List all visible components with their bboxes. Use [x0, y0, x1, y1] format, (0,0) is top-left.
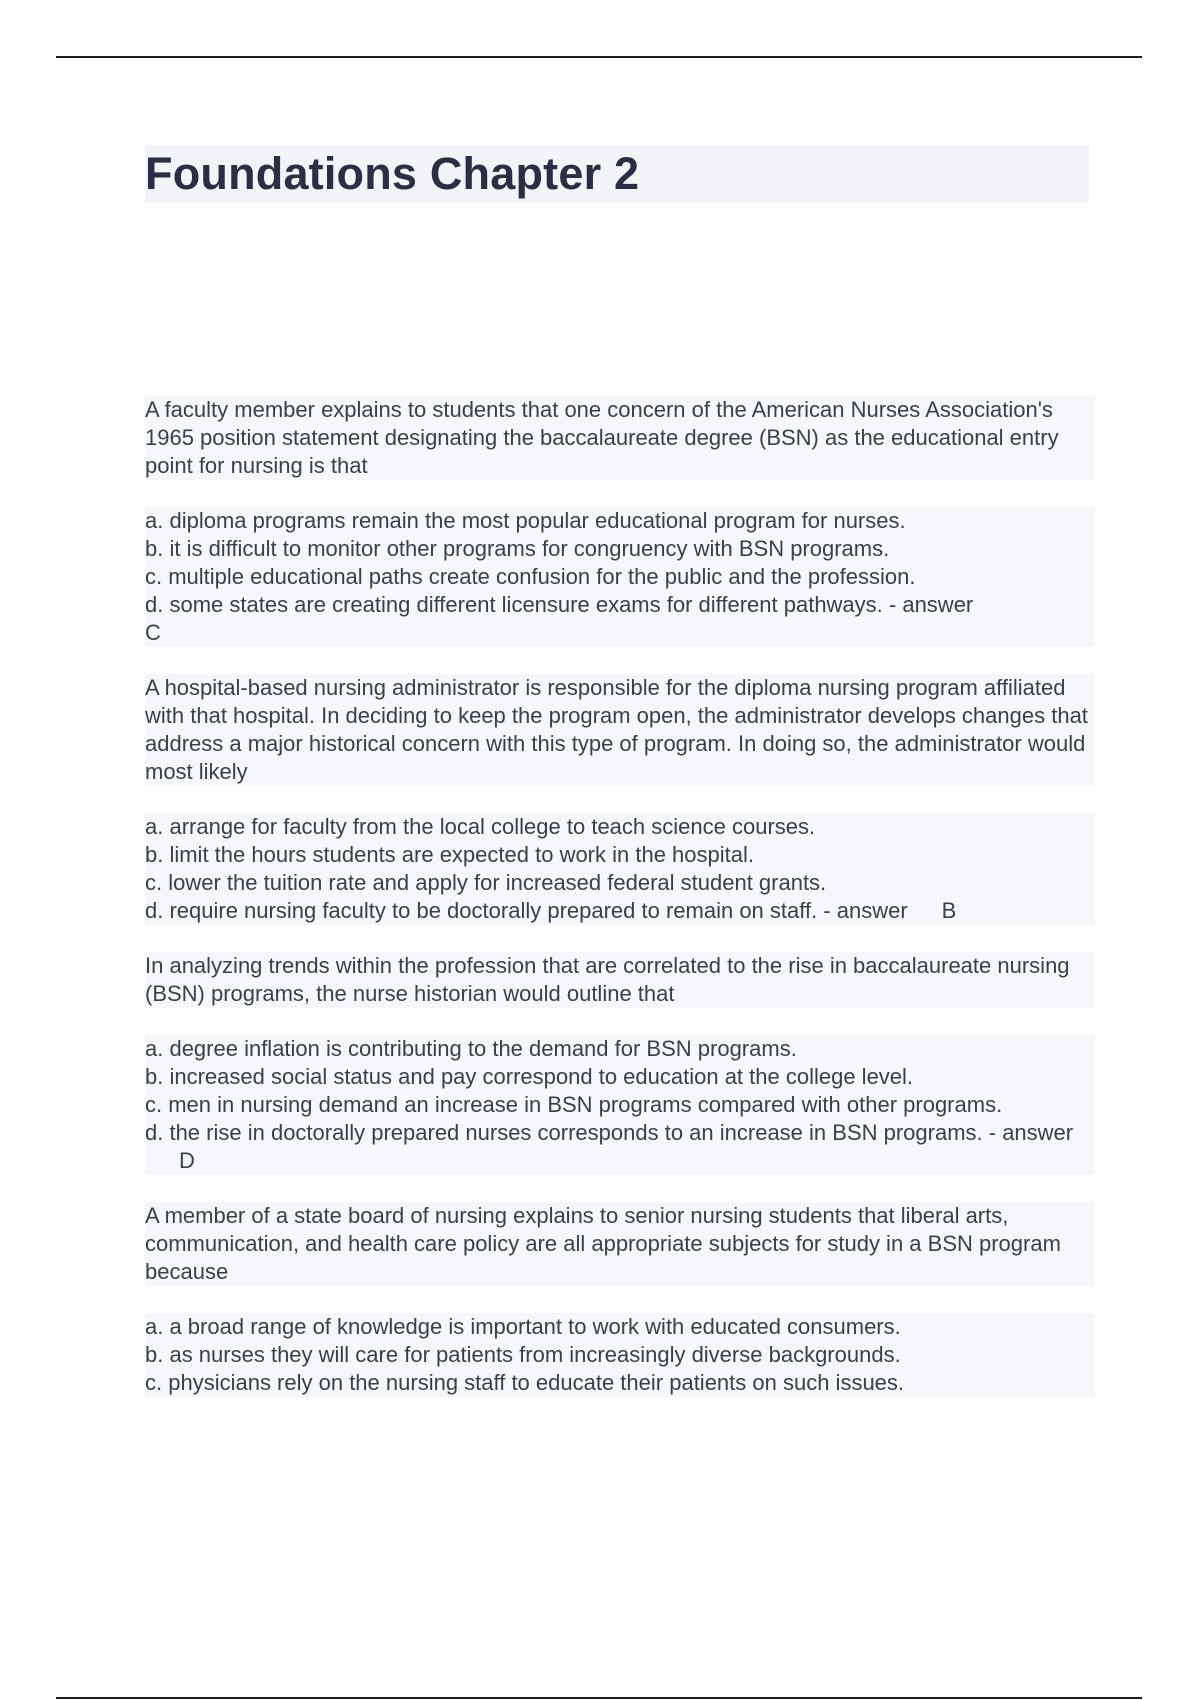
option-b: b. it is difficult to monitor other programs for congruency with BSN programs. [145, 536, 890, 561]
option-list [145, 1035, 1095, 1175]
option-c: c. multiple educational paths create confusion for the public and the profession. [145, 564, 916, 589]
option-a: a. diploma programs remain the most popular educational program for nurses. [145, 508, 906, 533]
option-b: b. as nurses they will care for patients from increasingly diverse backgrounds. [145, 1342, 901, 1367]
option-b: b. increased social status and pay correspond to education at the college level. [145, 1064, 914, 1089]
question-item [145, 674, 1095, 925]
option-d: d. some states are creating different licensure exams for different pathways. - answer [145, 592, 974, 617]
option-list [145, 1313, 1095, 1397]
question-item [145, 952, 1095, 1175]
question-stem: A hospital-based nursing administrator is responsible for the diploma nursing program affiliated with that hospital. In deciding to keep the program open, the administrator develops changes that address a major historical concern with this type of program. In doing so, the administrator would most likely [145, 674, 1095, 786]
question-stem: A faculty member explains to students that one concern of the American Nurses Association's 1965 position statement designating the baccalaureate degree (BSN) as the educational entry point for nursing is that [145, 396, 1095, 480]
top-rule [56, 56, 1142, 58]
bottom-rule [56, 1697, 1142, 1699]
option-list [145, 813, 1095, 925]
answer-letter: D [179, 1148, 195, 1173]
question-stem: A member of a state board of nursing explains to senior nursing students that liberal arts, communication, and health care policy are all appropriate subjects for study in a BSN program because [145, 1202, 1095, 1286]
option-c: c. physicians rely on the nursing staff to educate their patients on such issues. [145, 1370, 905, 1395]
option-b: b. limit the hours students are expected to work in the hospital. [145, 842, 754, 867]
option-d: d. the rise in doctorally prepared nurses corresponds to an increase in BSN programs. - answer [145, 1120, 1074, 1145]
option-list [145, 507, 1095, 647]
option-c: c. men in nursing demand an increase in BSN programs compared with other programs. [145, 1092, 1003, 1117]
option-d: d. require nursing faculty to be doctorally prepared to remain on staff. - answer [145, 898, 908, 923]
option-d-with-answer [145, 897, 1095, 925]
answer-letter: B [941, 898, 957, 923]
option-c: c. lower the tuition rate and apply for increased federal student grants. [145, 870, 827, 895]
question-item [145, 1202, 1095, 1397]
answer-letter: C [145, 620, 161, 645]
option-a: a. degree inflation is contributing to the demand for BSN programs. [145, 1036, 797, 1061]
question-list [145, 396, 1095, 1424]
page-title: Foundations Chapter 2 [145, 148, 640, 199]
question-item [145, 396, 1095, 647]
option-d-with-answer [145, 1119, 1095, 1175]
option-a: a. a broad range of knowledge is important to work with educated consumers. [145, 1314, 901, 1339]
question-stem: In analyzing trends within the profession that are correlated to the rise in baccalaureate nursing (BSN) programs, the nurse historian would outline that [145, 952, 1095, 1008]
option-a: a. arrange for faculty from the local college to teach science courses. [145, 814, 816, 839]
